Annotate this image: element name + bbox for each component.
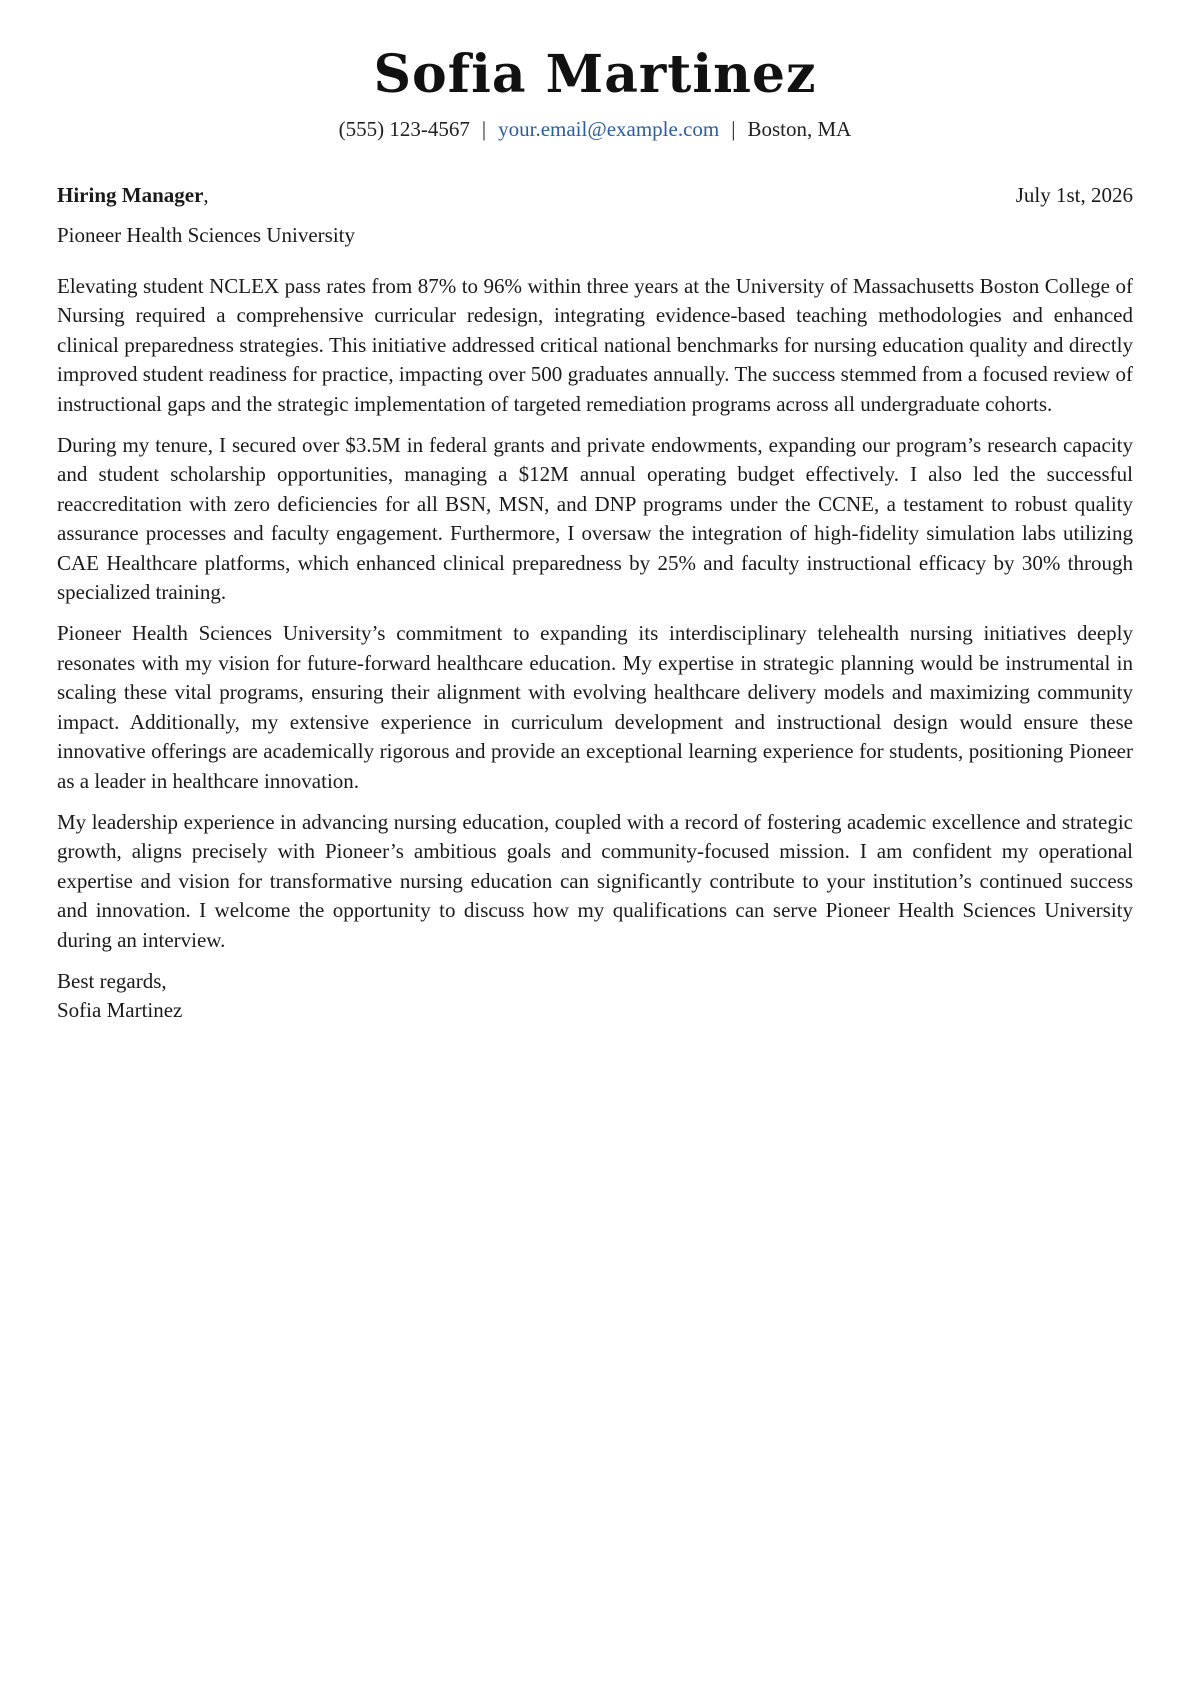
contact-separator: |	[481, 117, 487, 141]
location: Boston, MA	[747, 117, 852, 141]
recipient-institution: Pioneer Health Sciences University	[57, 223, 355, 247]
body-paragraph: My leadership experience in advancing nursing education, coupled with a record of fostering academic excellence and strategic growth, aligns precisely with Pioneer’s ambitious goals and community-focused mission. I am confident my operational expertise and vision for transformative nursing education can significantly contribute to your institution’s continued success and innovation. I welcome the opportunity to discuss how my qualifications can serve Pioneer Health Sciences University during an interview.	[57, 809, 1133, 952]
body-paragraph: Pioneer Health Sciences University’s commitment to expanding its interdisciplinary telehealth nursing initiatives deeply resonates with my vision for future-forward healthcare education. My expertise in strategic planning would be instrumental in scaling these vital programs, ensuring their alignment with evolving healthcare delivery models and maximizing community impact. Additionally, my extensive experience in curriculum development and instructional design would ensure these innovative offerings are academically rigorous and provide an exceptional learning experience for students, positioning Pioneer as a leader in healthcare innovation.	[57, 621, 1133, 793]
addressee-row	[57, 180, 1133, 210]
closing-phrase: Best regards,	[57, 968, 167, 993]
contact-separator: |	[731, 117, 736, 141]
letter-date: July 1st, 2026	[1015, 183, 1133, 207]
phone-number: (555) 123-4567	[338, 117, 470, 141]
contact-line	[57, 114, 1133, 144]
recipient-suffix: ,	[203, 183, 209, 207]
body-paragraph: Elevating student NCLEX pass rates from 87% to 96% within three years at the University of Massachusetts Boston College of Nursing required a comprehensive curricular redesign, integrating evidence-based teaching methodologies and enhanced clinical preparedness strategies. This initiative addressed critical national benchmarks for nursing education quality and directly improved student readiness for practice, impacting over 500 graduates annually. The success stemmed from a focused review of instructional gaps and the strategic implementation of targeted remediation programs across all undergraduate cohorts.	[57, 274, 1133, 416]
signature: Sofia Martinez	[57, 998, 183, 1023]
salutation	[57, 180, 209, 210]
letter-body	[57, 272, 1133, 955]
email-link[interactable]: your.email@example.com	[498, 117, 720, 141]
letter-closing	[57, 967, 1133, 1026]
sender-name: Sofia Martinez	[373, 44, 817, 105]
recipient-name: Hiring Manager	[57, 183, 204, 207]
letter-header	[57, 40, 1133, 144]
body-paragraph: During my tenure, I secured over $3.5M in federal grants and private endowments, expanding our program’s research capacity and student scholarship opportunities, managing a $12M annual operating budget effectively. I also led the successful reaccreditation with zero deficiencies for all BSN, MSN, and DNP programs under the CCNE, a testament to robust quality assurance processes and faculty engagement. Furthermore, I oversaw the integration of high-fidelity simulation labs utilizing CAE Healthcare platforms, which enhanced clinical preparedness by 25% and faculty instructional efficacy by 30% through specialized training.	[57, 433, 1133, 605]
